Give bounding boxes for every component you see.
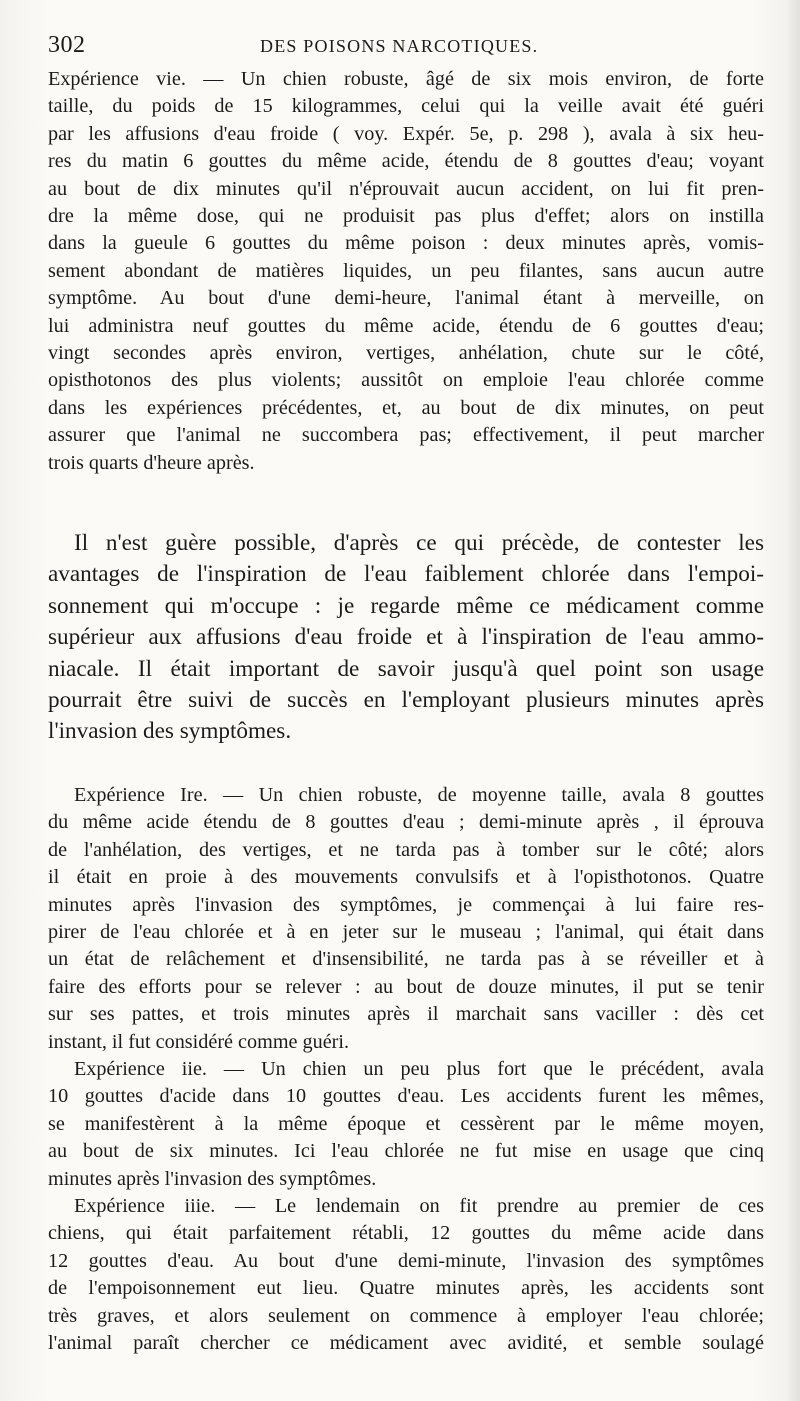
text-line: sement abondant de matières liquides, un peu filantes, sans aucun autre	[48, 259, 764, 282]
text-line: sur ses pattes, et trois minutes après il marchait sans vaciller : dès cet	[48, 1003, 764, 1026]
text-line: supérieur aux affusions d'eau froide et à l'inspiration de l'eau ammo-	[48, 624, 764, 651]
text-line: très graves, et alors seulement on commence à employer l'eau chlorée;	[48, 1304, 764, 1327]
running-title: DES POISONS NARCOTIQUES.	[260, 36, 539, 56]
text-line: sonnement qui m'occupe : je regarde même ce médicament comme	[48, 592, 764, 619]
text-line: Il n'est guère possible, d'après ce qui précède, de contester les	[74, 530, 764, 556]
text-line: instant, il fut considéré comme guéri.	[48, 1030, 350, 1053]
text-line: avantages de l'inspiration de l'eau faiblement chlorée dans l'empoi-	[48, 561, 764, 588]
text-line: dans la gueule 6 gouttes du même poison : deux minutes après, vomis-	[48, 232, 764, 255]
text-line: se manifestèrent à la même époque et cessèrent par le même moyen,	[48, 1112, 764, 1135]
text-line: par les affusions d'eau froide ( voy. Expér. 5e, p. 298 ), avala à six heu-	[48, 122, 764, 145]
text-line: trois quarts d'heure après.	[48, 451, 255, 474]
text-line: au bout de six minutes. Ici l'eau chlorée ne fut mise en usage que cinq	[48, 1140, 764, 1163]
page-header	[48, 30, 768, 64]
text-line: Expérience Ire. — Un chien robuste, de moyenne taille, avala 8 gouttes	[74, 784, 764, 806]
text-line: 12 gouttes d'eau. Au bout d'une demi-minute, l'invasion des symptômes	[48, 1249, 764, 1272]
paragraph-discussion	[48, 528, 764, 748]
text-line: Expérience iie. — Un chien un peu plus fort que le précédent, avala	[74, 1058, 764, 1080]
text-line: au bout de dix minutes qu'il n'éprouvait aucun accident, on lui fit pren-	[48, 177, 764, 200]
text-line: symptôme. Au bout d'une demi-heure, l'animal étant à merveille, on	[48, 287, 764, 310]
text-line: de l'anhélation, des vertiges, et ne tarda pas à tomber sur le côté; alors	[48, 838, 764, 861]
text-line: l'animal paraît chercher ce médicament avec avidité, et semble soulagé	[48, 1332, 764, 1355]
paragraph-experience-2	[48, 1056, 764, 1193]
text-line: l'invasion des symptômes.	[48, 718, 292, 745]
text-line: Expérience iiie. — Le lendemain on fit prendre au premier de ces	[74, 1195, 764, 1217]
text-line: minutes après l'invasion des symptômes.	[48, 1167, 377, 1190]
text-line: il était en proie à des mouvements convulsifs et à l'opisthotonos. Quatre	[48, 866, 764, 889]
text-line: assurer que l'animal ne succombera pas; effectivement, il peut marcher	[48, 424, 764, 447]
paragraph-experience-6	[48, 66, 764, 477]
text-line: dre la même dose, qui ne produisit pas plus d'effet; alors on instilla	[48, 205, 764, 228]
paragraph-experience-3	[48, 1193, 764, 1357]
text-line: dans les expériences précédentes, et, au bout de dix minutes, on peut	[48, 396, 764, 419]
text-line: minutes après l'invasion des symptômes, je commençai à lui faire res-	[48, 893, 764, 916]
text-line: opisthotonos des plus violents; aussitôt on emploie l'eau chlorée comme	[48, 369, 764, 392]
text-line: Expérience vie. — Un chien robuste, âgé de six mois environ, de forte	[48, 68, 764, 90]
page-edge-shadow	[786, 0, 800, 1401]
text-line: pourrait être suivi de succès en l'employant plusieurs minutes après	[48, 687, 764, 714]
text-line: taille, du poids de 15 kilogrammes, celui qui la veille avait été guéri	[48, 95, 764, 118]
page-number: 302	[48, 32, 86, 58]
text-line: 10 gouttes d'acide dans 10 gouttes d'eau. Les accidents furent les mêmes,	[48, 1085, 764, 1108]
text-line: du même acide étendu de 8 gouttes d'eau ; demi-minute après , il éprouva	[48, 811, 764, 834]
text-line: vingt secondes après environ, vertiges, anhélation, chute sur le côté,	[48, 342, 764, 365]
text-line: un état de relâchement et d'insensibilité, ne tarda pas à se réveiller et à	[48, 948, 764, 971]
text-line: res du matin 6 gouttes du même acide, étendu de 8 gouttes d'eau; voyant	[48, 150, 764, 173]
paragraph-experience-1	[48, 782, 764, 1056]
text-line: de l'empoisonnement eut lieu. Quatre minutes après, les accidents sont	[48, 1277, 764, 1300]
text-line: lui administra neuf gouttes du même acide, étendu de 6 gouttes d'eau;	[48, 314, 764, 337]
text-line: faire des efforts pour se relever : au bout de douze minutes, il put se tenir	[48, 975, 764, 998]
text-line: pirer de l'eau chlorée et à en jeter sur le museau ; l'animal, qui était dans	[48, 921, 764, 944]
text-line: niacale. Il était important de savoir jusqu'à quel point son usage	[48, 655, 764, 682]
text-line: chiens, qui était parfaitement rétabli, 12 gouttes du même acide dans	[48, 1222, 764, 1245]
